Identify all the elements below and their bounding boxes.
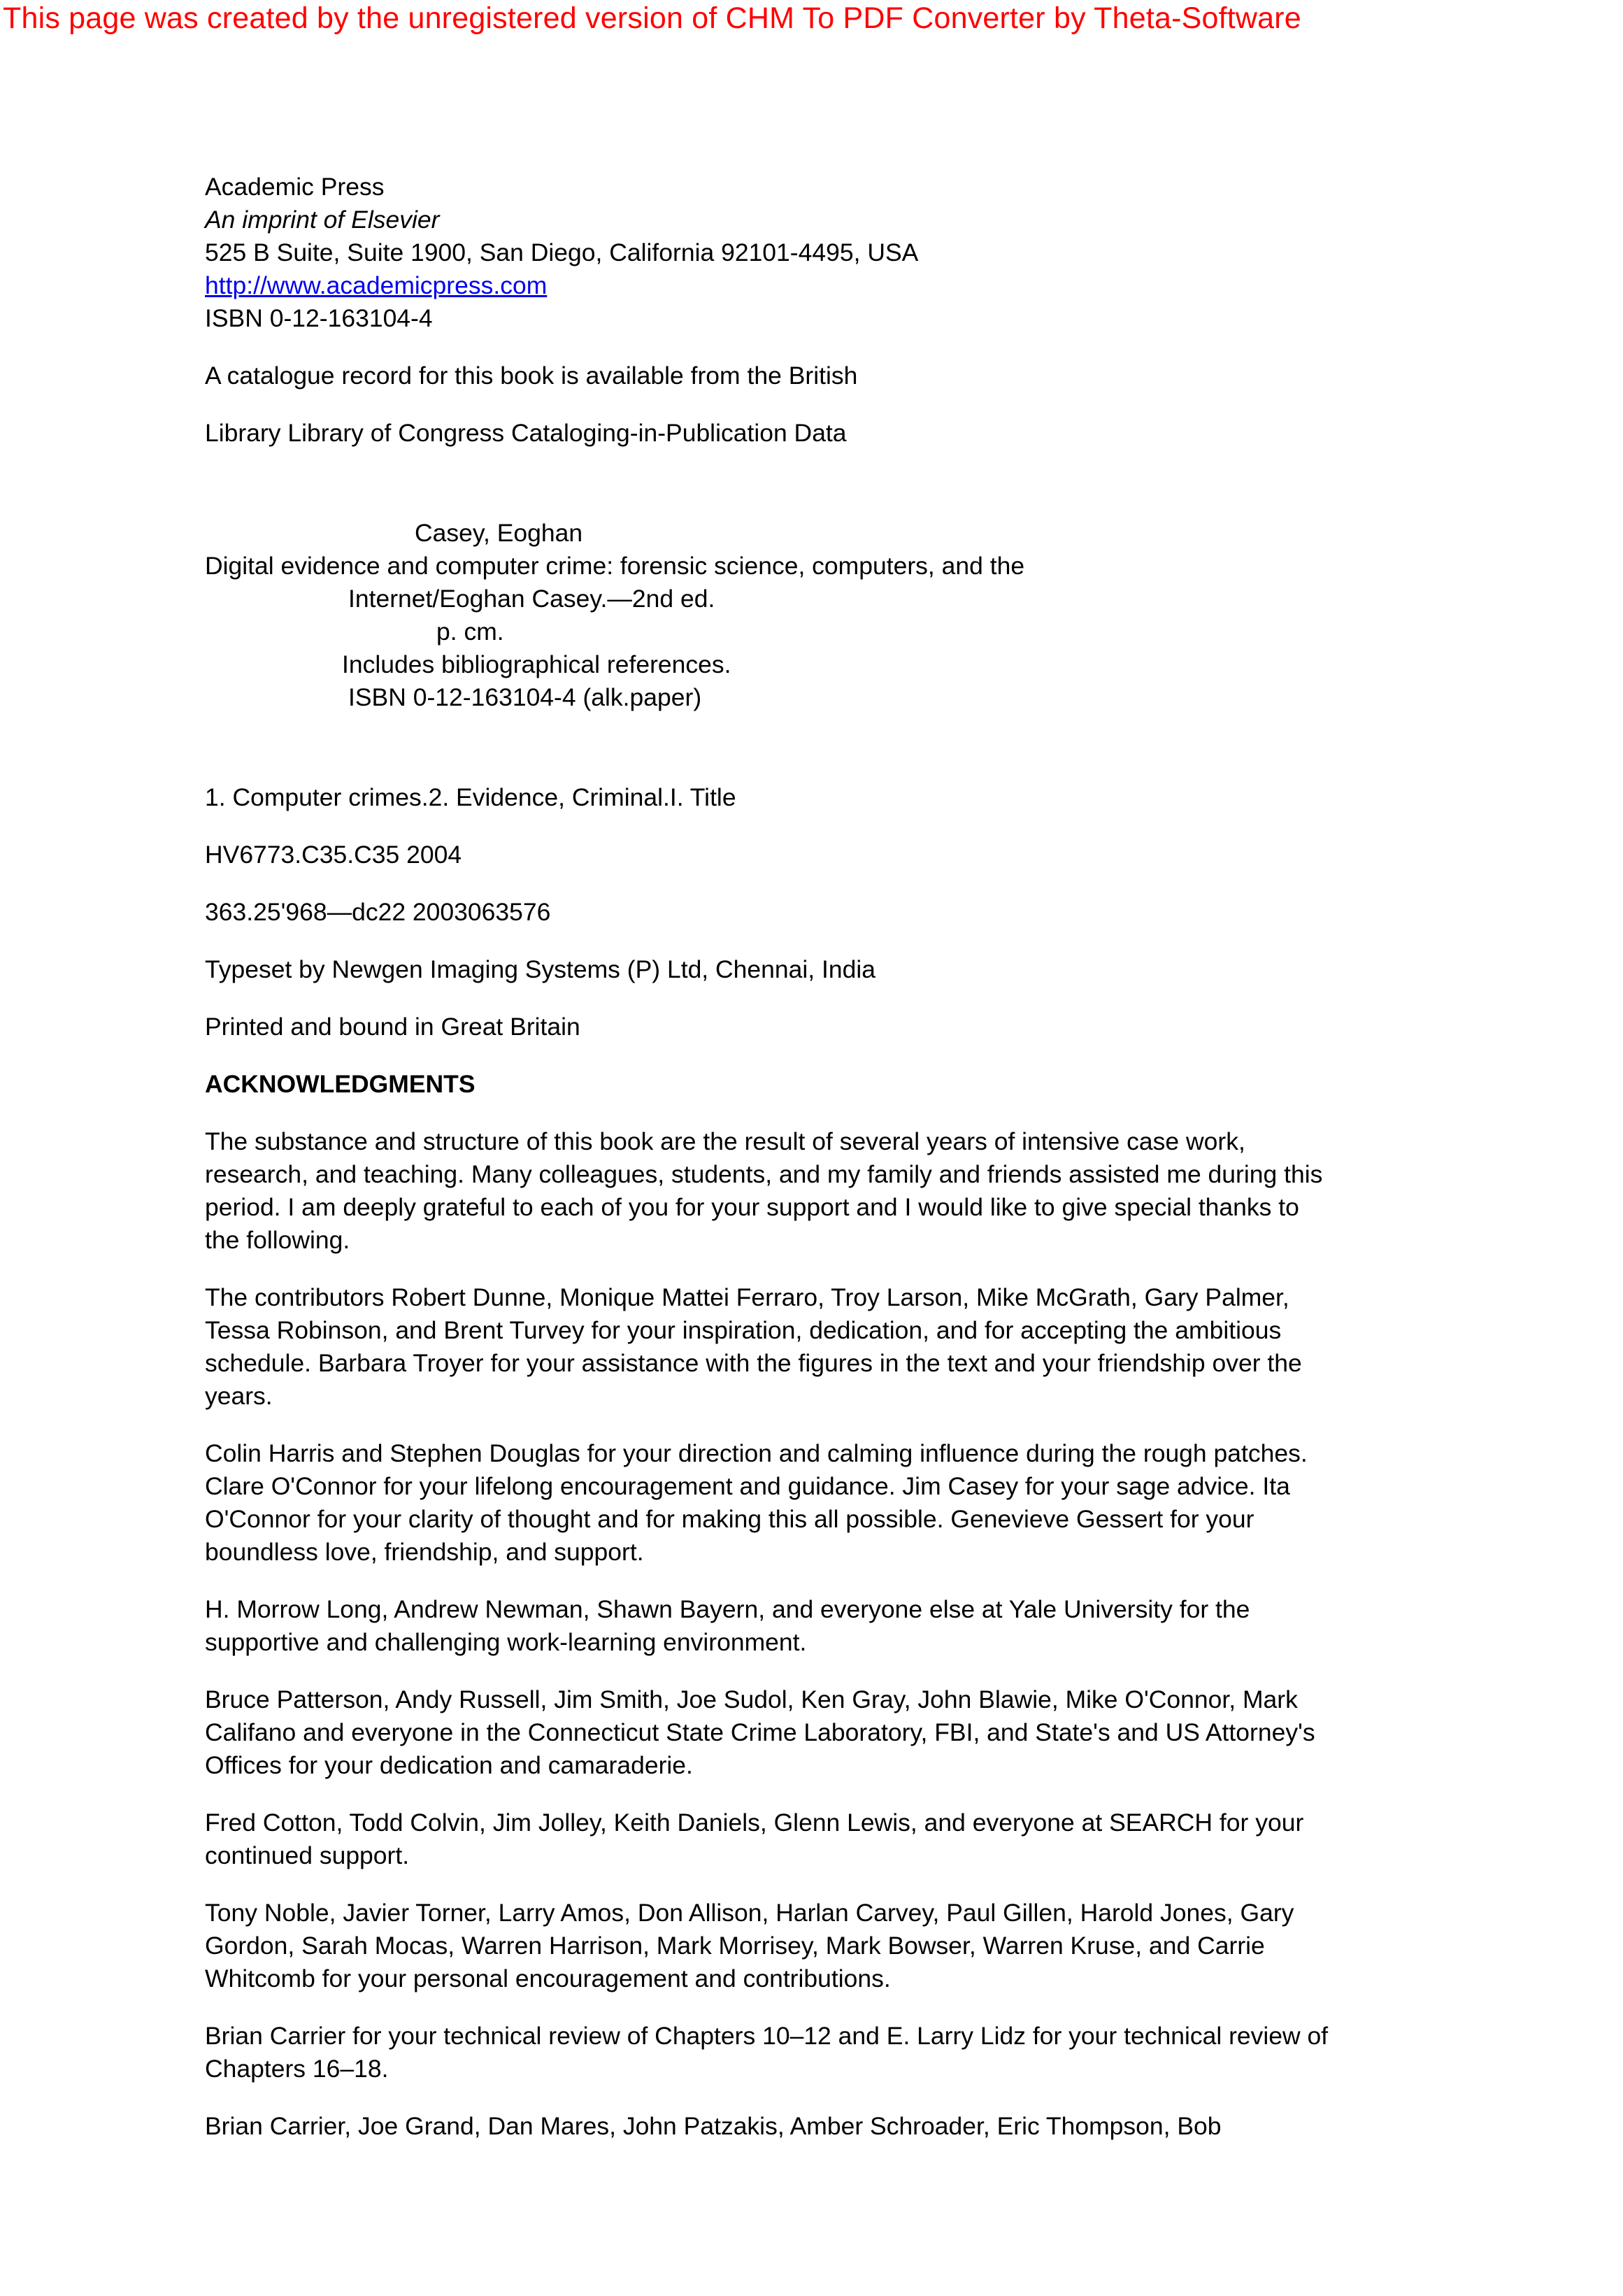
publisher-isbn: ISBN 0-12-163104-4 — [205, 304, 433, 332]
paragraph-line: years. — [205, 1382, 273, 1410]
paragraph-line: O'Connor for your clarity of thought and for making this all possible. Genevieve Gessert for your — [205, 1505, 1254, 1533]
acknowledgments-paragraph — [205, 1897, 1450, 1995]
paragraph-line: The substance and structure of this book are the result of several years of intensive case work, — [205, 1127, 1245, 1155]
acknowledgments-paragraph — [205, 2020, 1450, 2085]
paragraph-line: The contributors Robert Dunne, Monique Mattei Ferraro, Troy Larson, Mike McGrath, Gary Palmer, — [205, 1283, 1289, 1311]
subjects: 1. Computer crimes.2. Evidence, Criminal.I. Title — [205, 783, 736, 811]
paragraph-line: Clare O'Connor for your lifelong encouragement and guidance. Jim Casey for your sage advice. Ita — [205, 1472, 1290, 1500]
acknowledgments-paragraph — [205, 2110, 1450, 2143]
cip-isbn: ISBN 0-12-163104-4 (alk.paper) — [348, 683, 702, 711]
cip-author: Casey, Eoghan — [415, 519, 583, 547]
paragraph-line: period. I am deeply grateful to each of you for your support and I would like to give special thanks to — [205, 1193, 1299, 1221]
publisher-imprint: An imprint of Elsevier — [205, 206, 440, 234]
dewey-number: 363.25'968—dc22 2003063576 — [205, 898, 551, 926]
printed-credit: Printed and bound in Great Britain — [205, 1013, 580, 1041]
paragraph-line: Tessa Robinson, and Brent Turvey for your inspiration, dedication, and for accepting the ambitious — [205, 1316, 1282, 1344]
cip-data-block — [205, 517, 1450, 714]
paragraph-line: continued support. — [205, 1841, 410, 1869]
typeset-credit: Typeset by Newgen Imaging Systems (P) Ltd, Chennai, India — [205, 955, 875, 983]
paragraph-line: Brian Carrier for your technical review of Chapters 10–12 and E. Larry Lidz for your technical review of — [205, 2022, 1329, 2050]
catalogue-record-line1: A catalogue record for this book is available from the British — [205, 362, 858, 390]
paragraph-line: research, and teaching. Many colleagues, students, and my family and friends assisted me during this — [205, 1160, 1323, 1188]
paragraph-line: Fred Cotton, Todd Colvin, Jim Jolley, Keith Daniels, Glenn Lewis, and everyone at SEARCH for your — [205, 1809, 1304, 1837]
cip-pcm: p. cm. — [436, 618, 504, 646]
catalogue-record-line2: Library Library of Congress Cataloging-in-Publication Data — [205, 419, 847, 447]
cip-title-line2: Internet/Eoghan Casey.—2nd ed. — [348, 585, 715, 613]
paragraph-line: Whitcomb for your personal encouragement and contributions. — [205, 1965, 891, 1992]
paragraph-line: supportive and challenging work-learning environment. — [205, 1628, 807, 1656]
paragraph-line: boundless love, friendship, and support. — [205, 1538, 644, 1566]
paragraph-line: Colin Harris and Stephen Douglas for your direction and calming influence during the rough patches. — [205, 1439, 1308, 1467]
paragraph-line: Offices for your dedication and camaraderie. — [205, 1751, 693, 1779]
acknowledgments-paragraph — [205, 1125, 1450, 1257]
converter-watermark: This page was created by the unregistered version of CHM To PDF Converter by Theta-Software — [3, 1, 1301, 35]
cip-title-line1: Digital evidence and computer crime: forensic science, computers, and the — [205, 552, 1025, 580]
paragraph-line: H. Morrow Long, Andrew Newman, Shawn Bayern, and everyone else at Yale University for the — [205, 1595, 1250, 1623]
paragraph-line: Gordon, Sarah Mocas, Warren Harrison, Mark Morrisey, Mark Bowser, Warren Kruse, and Carrie — [205, 1932, 1265, 1960]
acknowledgments-paragraph — [205, 1806, 1450, 1872]
acknowledgments-paragraph — [205, 1281, 1450, 1413]
paragraph-line: Chapters 16–18. — [205, 2055, 389, 2083]
acknowledgments-paragraph — [205, 1437, 1450, 1569]
paragraph-line: Brian Carrier, Joe Grand, Dan Mares, John Patzakis, Amber Schroader, Eric Thompson, Bob — [205, 2112, 1222, 2140]
paragraph-line: Tony Noble, Javier Torner, Larry Amos, Don Allison, Harlan Carvey, Paul Gillen, Harold Jones, Gary — [205, 1899, 1294, 1927]
page-content — [205, 171, 1450, 2167]
acknowledgments-paragraph — [205, 1683, 1450, 1782]
paragraph-line: the following. — [205, 1226, 350, 1254]
paragraph-line: schedule. Barbara Troyer for your assistance with the figures in the text and your friendship over the — [205, 1349, 1302, 1377]
paragraph-line: Bruce Patterson, Andy Russell, Jim Smith, Joe Sudol, Ken Gray, John Blawie, Mike O'Connor, Mark — [205, 1685, 1298, 1713]
publisher-block — [205, 171, 1450, 335]
publisher-name: Academic Press — [205, 173, 385, 201]
publisher-url-link[interactable]: http://www.academicpress.com — [205, 271, 548, 299]
paragraph-line: Califano and everyone in the Connecticut State Crime Laboratory, FBI, and State's and US Attorney's — [205, 1718, 1315, 1746]
cip-includes: Includes bibliographical references. — [342, 650, 731, 678]
classification: HV6773.C35.C35 2004 — [205, 841, 462, 869]
acknowledgments-paragraph — [205, 1593, 1450, 1659]
acknowledgments-heading: ACKNOWLEDGMENTS — [205, 1070, 476, 1098]
publisher-address: 525 B Suite, Suite 1900, San Diego, California 92101-4495, USA — [205, 238, 919, 266]
